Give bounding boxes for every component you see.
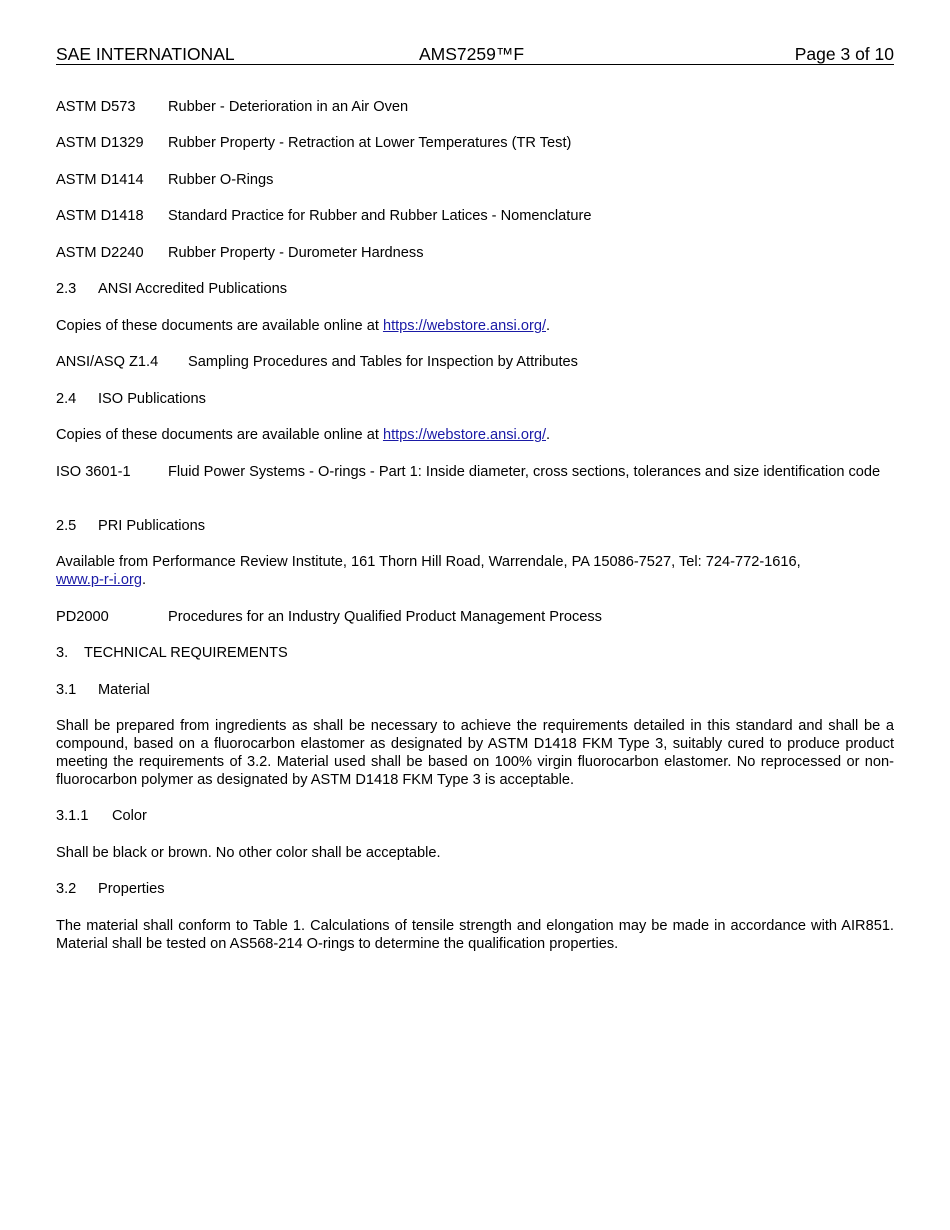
reference-title: Fluid Power Systems - O-rings - Part 1: Inside diameter, cross sections, tolerances and size identification code: [168, 464, 881, 480]
section-number: 3.2: [56, 881, 77, 897]
section-title: Properties: [98, 881, 165, 897]
page-header: [56, 44, 894, 65]
header-doc-id: AMS7259™F: [419, 44, 525, 64]
reference-title: Rubber Property - Durometer Hardness: [168, 245, 424, 261]
section-title: PRI Publications: [98, 518, 206, 534]
availability-note: Copies of these documents are available online at https://webstore.ansi.org/.: [56, 318, 551, 334]
reference-code: ASTM D1418: [56, 208, 144, 224]
reference-code: PD2000: [56, 609, 109, 625]
availability-note: Available from Performance Review Institute, 161 Thorn Hill Road, Warrendale, PA 15086-7527, Tel: 724-772-1616, www.p-r-i.org.: [56, 554, 801, 588]
availability-text: Copies of these documents are available online at: [56, 427, 383, 443]
availability-note: Copies of these documents are available online at https://webstore.ansi.org/.: [56, 427, 551, 443]
reference-code: ASTM D573: [56, 99, 136, 115]
reference-title: Rubber O-Rings: [168, 172, 274, 188]
section-title: TECHNICAL REQUIREMENTS: [84, 645, 288, 661]
reference-code: ASTM D1329: [56, 135, 144, 151]
section-title: Material: [98, 682, 150, 698]
section-number: 3.1.1: [56, 808, 89, 824]
ansi-webstore-link[interactable]: https://webstore.ansi.org/: [382, 318, 546, 334]
reference-title: Rubber - Deterioration in an Air Oven: [168, 99, 409, 115]
material-paragraph: Shall be prepared from ingredients as shall be necessary to achieve the requirements detailed in this standard and shall be a compound, based on a fluorocarbon elastomer as designated by ASTM D1418 FKM Type 3, suitably cured to produce product meeting the requirements of 3.2. Material used shall be based on 100% virgin fluorocarbon elastomer. No reprocessed or non-fluorocarbon polymer as designated by ASTM D1418 FKM Type 3 is acceptable.: [56, 718, 894, 788]
section-title: ISO Publications: [98, 391, 206, 407]
section-number: 2.3: [56, 281, 77, 297]
section-title: Color: [112, 808, 147, 824]
reference-code: ISO 3601-1: [56, 464, 131, 480]
reference-code: ASTM D2240: [56, 245, 144, 261]
availability-text: Copies of these documents are available online at: [56, 318, 383, 334]
pri-website-link[interactable]: www.p-r-i.org: [56, 572, 142, 588]
reference-title: Sampling Procedures and Tables for Inspection by Attributes: [188, 354, 578, 370]
reference-code: ASTM D1414: [56, 172, 144, 188]
reference-title: Rubber Property - Retraction at Lower Temperatures (TR Test): [168, 135, 572, 151]
availability-text: Available from Performance Review Institute, 161 Thorn Hill Road, Warrendale, PA 15086-7527, Tel: 724-772-1616,: [56, 554, 801, 570]
properties-paragraph: The material shall conform to Table 1. Calculations of tensile strength and elongation may be made in accordance with AIR851. Material shall be tested on AS568-214 O-rings to determine the qualification properties.: [56, 918, 894, 952]
reference-code: ANSI/ASQ Z1.4: [56, 354, 159, 370]
section-title: ANSI Accredited Publications: [98, 281, 288, 297]
section-number: 2.4: [56, 391, 77, 407]
section-number: 3.1: [56, 682, 77, 698]
header-org: SAE INTERNATIONAL: [56, 44, 235, 64]
ansi-webstore-link[interactable]: https://webstore.ansi.org/: [382, 427, 546, 443]
color-paragraph: Shall be black or brown. No other color shall be acceptable.: [56, 845, 441, 861]
header-page-number: Page 3 of 10: [794, 44, 894, 64]
section-number: 2.5: [56, 518, 77, 534]
reference-title: Standard Practice for Rubber and Rubber Latices - Nomenclature: [168, 208, 592, 224]
reference-title: Procedures for an Industry Qualified Product Management Process: [168, 609, 602, 625]
section-number: 3.: [56, 645, 69, 661]
